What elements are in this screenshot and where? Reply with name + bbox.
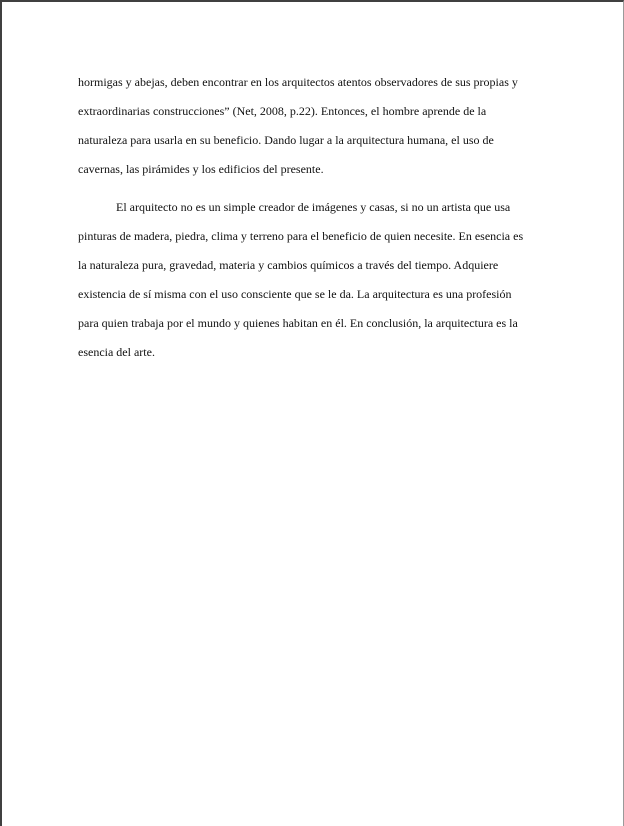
text-line: hormigas y abejas, deben encontrar en los arquitectos atentos observadores de sus propias y	[78, 75, 518, 89]
text-line: pinturas de madera, piedra, clima y terreno para el beneficio de quien necesite. En esencia es	[78, 229, 524, 243]
text-line: naturaleza para usarla en su beneficio. Dando lugar a la arquitectura humana, el uso de	[78, 133, 494, 147]
text-line: El arquitecto no es un simple creador de imágenes y casas, si no un artista que usa	[116, 200, 511, 214]
text-line: existencia de sí misma con el uso consciente que se le da. La arquitectura es una profesión	[78, 287, 512, 301]
document-body	[78, 68, 554, 367]
paragraph-2	[78, 193, 554, 367]
text-line: la naturaleza pura, gravedad, materia y cambios químicos a través del tiempo. Adquiere	[78, 258, 499, 272]
paragraph-1	[78, 68, 554, 184]
text-line: extraordinarias construcciones” (Net, 2008, p.22). Entonces, el hombre aprende de la	[78, 104, 487, 118]
text-line: para quien trabaja por el mundo y quienes habitan en él. En conclusión, la arquitectura es la	[78, 316, 518, 330]
text-line: cavernas, las pirámides y los edificios del presente.	[78, 162, 324, 176]
text-line: esencia del arte.	[78, 345, 155, 359]
